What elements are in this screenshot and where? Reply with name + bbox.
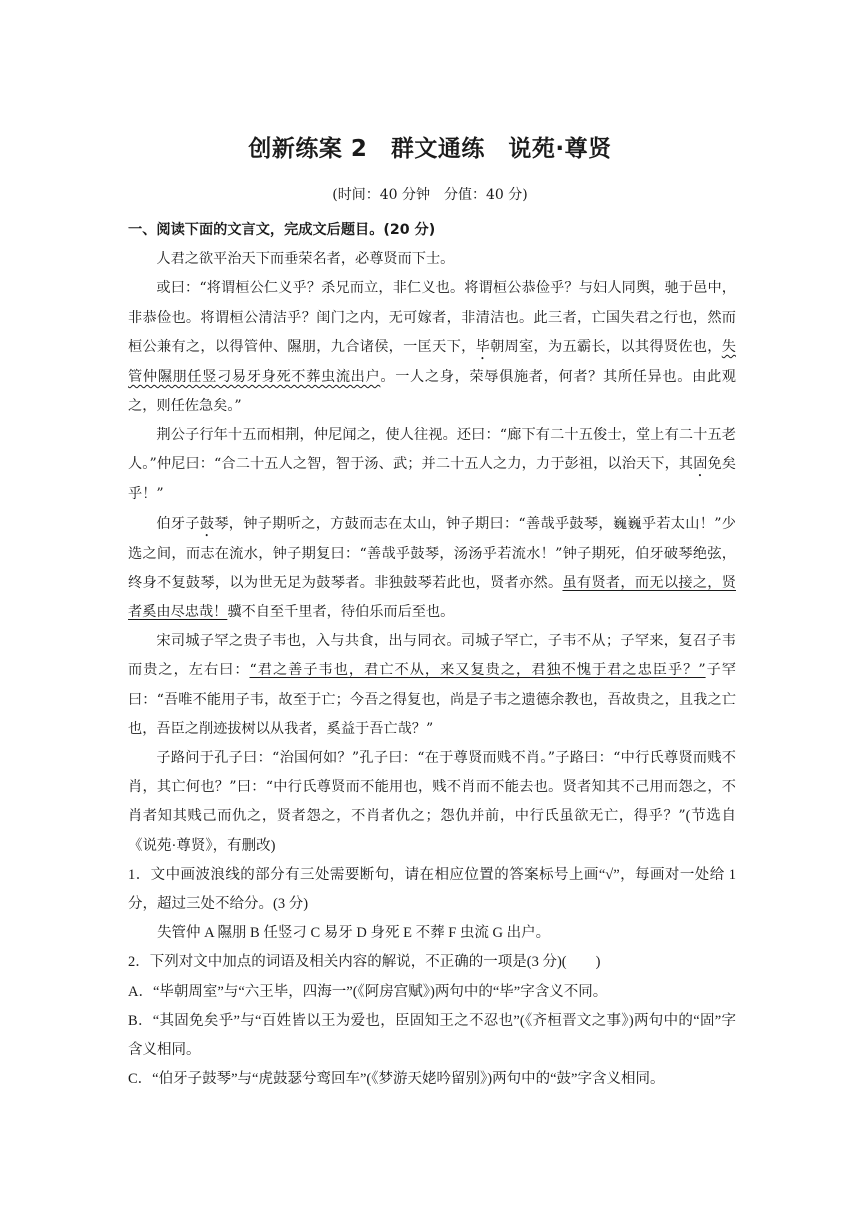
passage-text: 子路问于孔子曰：“治国何如？”孔子曰：“在于尊贤而贱不肖。”子路曰：“中行氏尊贤而贱不肖，其亡何也？”曰：“中行氏尊贤而不能用也，贱不肖而不能去也。贤者知其不己用而怨之，不肖者知其贱己而仇之，贤者怨之，不肖者仇之；怨仇并前，中行氏虽欲无亡，得乎？” xyxy=(128,750,736,825)
option-a: A．“毕朝周室”与“六王毕，四海一”(《阿房宫赋》)两句中的“毕”字含义不同。 xyxy=(128,983,608,1000)
document-body xyxy=(128,216,736,1094)
exam-meta: (时间：40 分钟 分值：40 分) xyxy=(332,187,528,203)
option-c: C．“伯牙子鼓琴”与“虎鼓瑟兮鸾回车”(《梦游天姥吟留别》)两句中的“鼓”字含义相同。 xyxy=(128,1071,665,1088)
section-heading: 一、阅读下面的文言文，完成文后题目。(20 分) xyxy=(128,222,436,238)
passage-paragraph-1: 人君之欲平治天下而垂荣名者，必尊贤而下士。 xyxy=(156,251,455,268)
dotted-word: 毕 xyxy=(475,338,491,355)
passage-text: 。一人之身，荣辱俱施者，何者？其所任异也。由此观之，则任佐急矣。” xyxy=(128,368,736,415)
passage-paragraph-5 xyxy=(128,627,736,744)
question-1: 1．文中画波浪线的部分有三处需要断句，请在相应位置的答案标号上画“√”，每画对一处给 1 分，超过三处不给分。(3 分) xyxy=(128,866,736,913)
passage-text: 子罕曰：“吾唯不能用子韦，故至于亡；今吾之得复也，尚是子韦之遗德余教也，吾故贵之，且我之亡也，吾臣之削迹拔树以从我者，奚益于吾亡哉？” xyxy=(128,662,736,737)
passage-text: 琴，钟子期听之，方鼓而志在太山，钟子期曰：“善哉乎鼓琴，巍巍乎若太山！”少选之间，而志在流水，钟子期复曰：“善哉乎鼓琴，汤汤乎若流水！”钟子期死，伯牙破琴绝弦，终身不复鼓琴，以为世无足为鼓琴者。非独鼓琴若此也，贤者亦然。 xyxy=(128,515,736,591)
underlined-sentence: “君之善子韦也，君亡不从，来又复贵之，君独不愧于君之忠臣乎？” xyxy=(249,662,706,679)
question-2: 2．下列对文中加点的词语及相关内容的解说，不正确的一项是(3 分)( ) xyxy=(128,954,601,971)
passage-text: 骥不自至千里者，待伯乐而后至也。 xyxy=(227,604,455,621)
passage-paragraph-2 xyxy=(128,274,736,421)
passage-paragraph-6 xyxy=(128,744,736,861)
passage-paragraph-3 xyxy=(128,421,736,509)
passage-paragraph-4 xyxy=(128,510,736,628)
underlined-sentence: 虽有贤者，而无以接之，贤者奚由尽忠哉！ xyxy=(128,574,736,621)
dotted-word: 固 xyxy=(693,456,708,473)
passage-text: 荆公子行年十五而相荆，仲尼闻之，使人往视。还曰：“廊下有二十五俊士，堂上有二十五老人。”仲尼曰：“合二十五人之智，智于汤、武；并二十五人之力，力于彭祖，以治天下，其 xyxy=(128,427,736,473)
passage-text: 朝周室，为五霸长，以其得贤佐也， xyxy=(490,338,722,355)
passage-text: 伯牙子 xyxy=(156,515,200,532)
wavy-underlined-text: 失管仲隰朋任竖刁易牙身死不葬虫流出户 xyxy=(128,338,736,385)
option-b: B．“其固免矣乎”与“百姓皆以王为爱也，臣固知王之不忍也”(《齐桓晋文之事》)两句中的“固”字含义相同。 xyxy=(128,1012,736,1059)
source-citation: (节选自《说苑·尊贤》，有删改) xyxy=(128,808,736,854)
question-1-options: 失管仲 A 隰朋 B 任竖刁 C 易牙 D 身死 E 不葬 F 虫流 G 出户。 xyxy=(157,925,551,942)
dotted-word: 鼓 xyxy=(199,515,215,532)
passage-text: 或曰：“将谓桓公仁义乎？杀兄而立，非仁义也。将谓桓公恭俭乎？与妇人同舆，驰于邑中，非恭俭也。将谓桓公清洁乎？闺门之内，无可嫁者，非清洁也。此三者，亡国失君之行也，然而桓公兼有之，以得管仲、隰朋，九合诸侯，一匡天下， xyxy=(128,280,736,355)
passage-text: 宋司城子罕之贵子韦也，入与共食，出与同衣。司城子罕亡，子韦不从；子罕来，复召子韦而贵之，左右曰： xyxy=(128,633,736,679)
passage-text: 免矣乎！” xyxy=(128,456,736,503)
page-title: 创新练案 2 群文通练 说苑·尊贤 xyxy=(248,136,612,162)
